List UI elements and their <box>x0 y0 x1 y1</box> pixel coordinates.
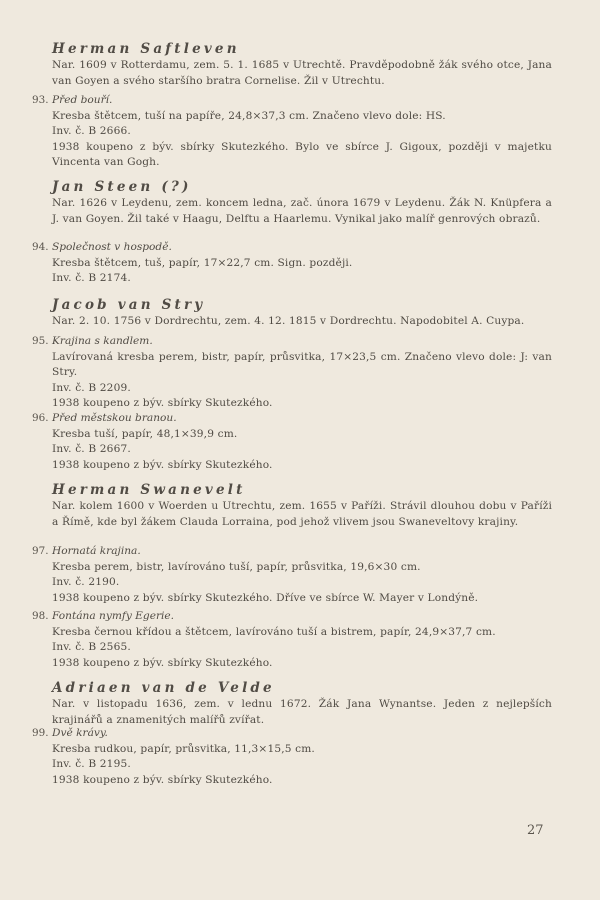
artist-section <box>52 679 552 728</box>
entry-inventory: Inv. č. B 2666. <box>52 125 131 137</box>
entry-title: Hornatá krajina. <box>52 545 141 557</box>
catalog-entry <box>32 411 552 473</box>
entry-title: Fontána nymfy Egerie. <box>52 610 175 622</box>
entry-number: 96. <box>32 412 49 424</box>
artist-bio: Nar. 1609 v Rotterdamu, zem. 5. 1. 1685 v Utrechtě. Pravděpodobně žák svého otce, Jana van Goyen a svého staršího bratra Cornelise. Žil v Utrechtu. <box>52 59 552 87</box>
entry-provenance: 1938 koupeno z býv. sbírky Skutezkého. <box>52 656 273 669</box>
entry-provenance: 1938 koupeno z býv. sbírky Skutezkého. Dříve ve sbírce W. Mayer v Londýně. <box>52 591 479 604</box>
entry-description: Kresba perem, bistr, lavírováno tuší, papír, průsvitka, 19,6×30 cm. <box>52 560 421 573</box>
entry-description: Kresba štětcem, tuš, papír, 17×22,7 cm. Sign. později. <box>52 256 353 269</box>
entry-inventory: Inv. č. B 2195. <box>52 758 131 770</box>
artist-name: Herman Swanevelt <box>52 482 246 498</box>
entry-description: Lavírovaná kresba perem, bistr, papír, průsvitka, 17×23,5 cm. Značeno vlevo dole: J: van Stry. <box>52 350 552 378</box>
artist-bio: Nar. kolem 1600 v Woerden u Utrechtu, zem. 1655 v Paříži. Strávil dlouhou dobu v Paříži a Římě, kde byl žákem Clauda Lorraina, pod jehož vlivem jsou Swaneveltovy krajiny. <box>52 500 552 528</box>
entry-title: Společnost v hospodě. <box>52 241 172 253</box>
artist-name: Jan Steen (?) <box>52 179 192 195</box>
entry-number: 97. <box>32 545 49 557</box>
catalog-entry <box>32 93 552 171</box>
entry-number: 94. <box>32 241 49 253</box>
entry-inventory: Inv. č. B 2565. <box>52 641 131 653</box>
entry-description: Kresba rudkou, papír, průsvitka, 11,3×15,5 cm. <box>52 742 315 755</box>
artist-bio: Nar. 1626 v Leydenu, zem. koncem ledna, zač. února 1679 v Leydenu. Žák N. Knüpfera a J. van Goyen. Žil také v Haagu, Delftu a Haarlemu. Vynikal jako malíř genrových obrazů. <box>52 197 552 225</box>
artist-name: Jacob van Stry <box>52 297 206 313</box>
entry-provenance: 1938 koupeno z býv. sbírky Skutezkého. Bylo ve sbírce J. Gigoux, později v majetku Vincenta van Gogh. <box>52 140 552 168</box>
entry-title: Před městskou branou. <box>52 412 177 424</box>
artist-bio: Nar. 2. 10. 1756 v Dordrechtu, zem. 4. 12. 1815 v Dordrechtu. Napodobitel A. Cuypa. <box>52 315 525 327</box>
entry-provenance: 1938 koupeno z býv. sbírky Skutezkého. <box>52 458 273 471</box>
entry-number: 93. <box>32 94 49 106</box>
artist-section <box>52 296 552 330</box>
entry-number: 99. <box>32 727 49 739</box>
artist-section <box>52 481 552 530</box>
entry-inventory: Inv. č. B 2209. <box>52 381 131 394</box>
entry-title: Krajina s kandlem. <box>52 335 153 347</box>
entry-description: Kresba černou křídou a štětcem, lavírováno tuší a bistrem, papír, 24,9×37,7 cm. <box>52 625 496 638</box>
artist-bio: Nar. v listopadu 1636, zem. v lednu 1672. Žák Jana Wynantse. Jeden z nejlepších krajinářů a znamenitých malířů zvířat. <box>52 698 552 726</box>
entry-number: 95. <box>32 335 49 347</box>
entry-description: Kresba tuší, papír, 48,1×39,9 cm. <box>52 427 238 440</box>
entry-title: Před bouří. <box>52 94 113 106</box>
entry-inventory: Inv. č. B 2174. <box>52 272 131 284</box>
page-number: 27 <box>527 823 544 838</box>
entry-inventory: Inv. č. 2190. <box>52 576 120 588</box>
catalog-entry <box>32 334 552 412</box>
artist-name: Herman Saftleven <box>52 41 240 57</box>
catalog-entry <box>32 726 552 788</box>
artist-name: Adriaen van de Velde <box>52 680 275 696</box>
artist-section <box>52 178 552 227</box>
entry-inventory: Inv. č. B 2667. <box>52 443 131 455</box>
artist-section <box>52 40 552 89</box>
catalog-entry <box>32 609 552 671</box>
catalog-entry <box>32 544 552 606</box>
entry-provenance: 1938 koupeno z býv. sbírky Skutezkého. <box>52 773 273 786</box>
entry-number: 98. <box>32 610 49 622</box>
entry-provenance: 1938 koupeno z býv. sbírky Skutezkého. <box>52 397 273 409</box>
entry-title: Dvě krávy. <box>52 727 108 739</box>
entry-description: Kresba štětcem, tuší na papíře, 24,8×37,3 cm. Značeno vlevo dole: HS. <box>52 109 446 122</box>
catalog-entry <box>32 240 552 287</box>
